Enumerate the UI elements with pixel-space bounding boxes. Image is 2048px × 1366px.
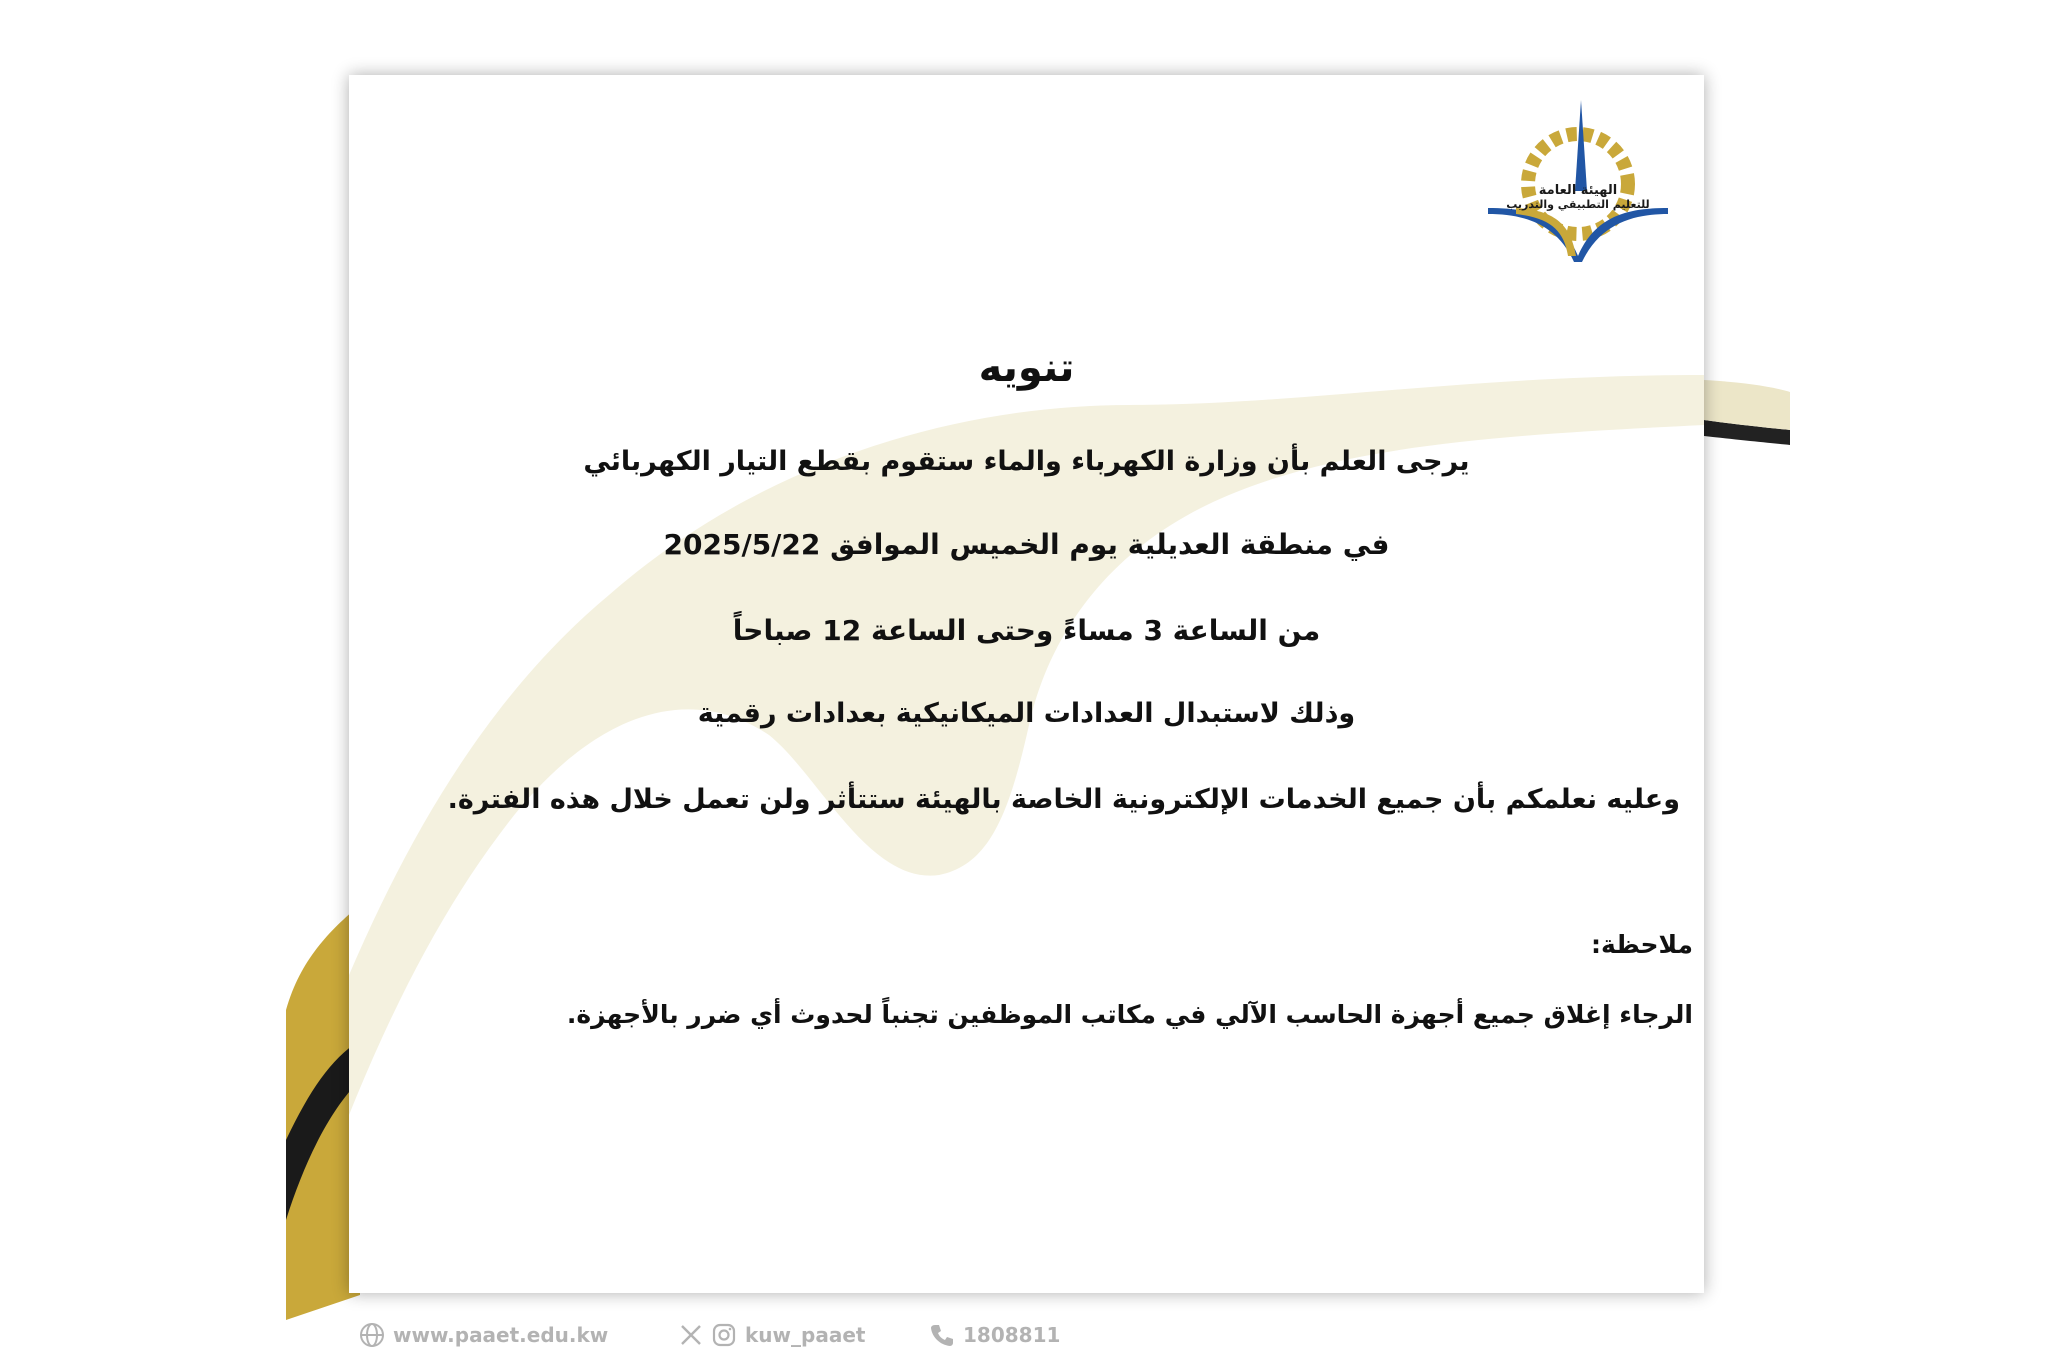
notice-line-2: في منطقة العديلية يوم الخميس الموافق 2025/5/22: [663, 528, 1390, 561]
website-text: www.paaet.edu.kw: [393, 1323, 609, 1347]
globe-icon: [359, 1322, 385, 1348]
social-handle-text: kuw_paaet: [745, 1323, 866, 1347]
paaet-logo: [1486, 96, 1670, 262]
notice-title: تنويه: [978, 345, 1075, 391]
phone-icon: [929, 1322, 955, 1348]
notice-line-4: وذلك لاستبدال العدادات الميكانيكية بعدادات رقمية: [697, 698, 1356, 729]
notice-line-1: يرجى العلم بأن وزارة الكهرباء والماء ستقوم بقطع التيار الكهربائي: [583, 446, 1470, 477]
note-text: الرجاء إغلاق جميع أجهزة الحاسب الآلي في مكاتب الموظفين تجنباً لحدوث أي ضرر بالأجهزة.: [566, 1000, 1693, 1029]
notice-line-3: من الساعة 3 مساءً وحتى الساعة 12 صباحاً: [732, 614, 1321, 647]
logo-text-line1: الهيئة العامة: [1538, 183, 1618, 198]
logo-text-line2: للتعليم التطبيقي والتدريب: [1506, 198, 1650, 211]
footer-phone[interactable]: [929, 1318, 1060, 1352]
footer-social[interactable]: [679, 1318, 865, 1352]
phone-text: 1808811: [963, 1323, 1061, 1347]
instagram-icon: [711, 1322, 737, 1348]
footer-contacts: [349, 1318, 1149, 1352]
x-icon: [679, 1323, 703, 1347]
notice-line-5: وعليه نعلمكم بأن جميع الخدمات الإلكترونية الخاصة بالهيئة ستتأثر ولن تعمل خلال هذه الفترة.: [447, 784, 1680, 815]
note-label: ملاحظة:: [1591, 930, 1693, 959]
footer-website[interactable]: [359, 1318, 608, 1352]
